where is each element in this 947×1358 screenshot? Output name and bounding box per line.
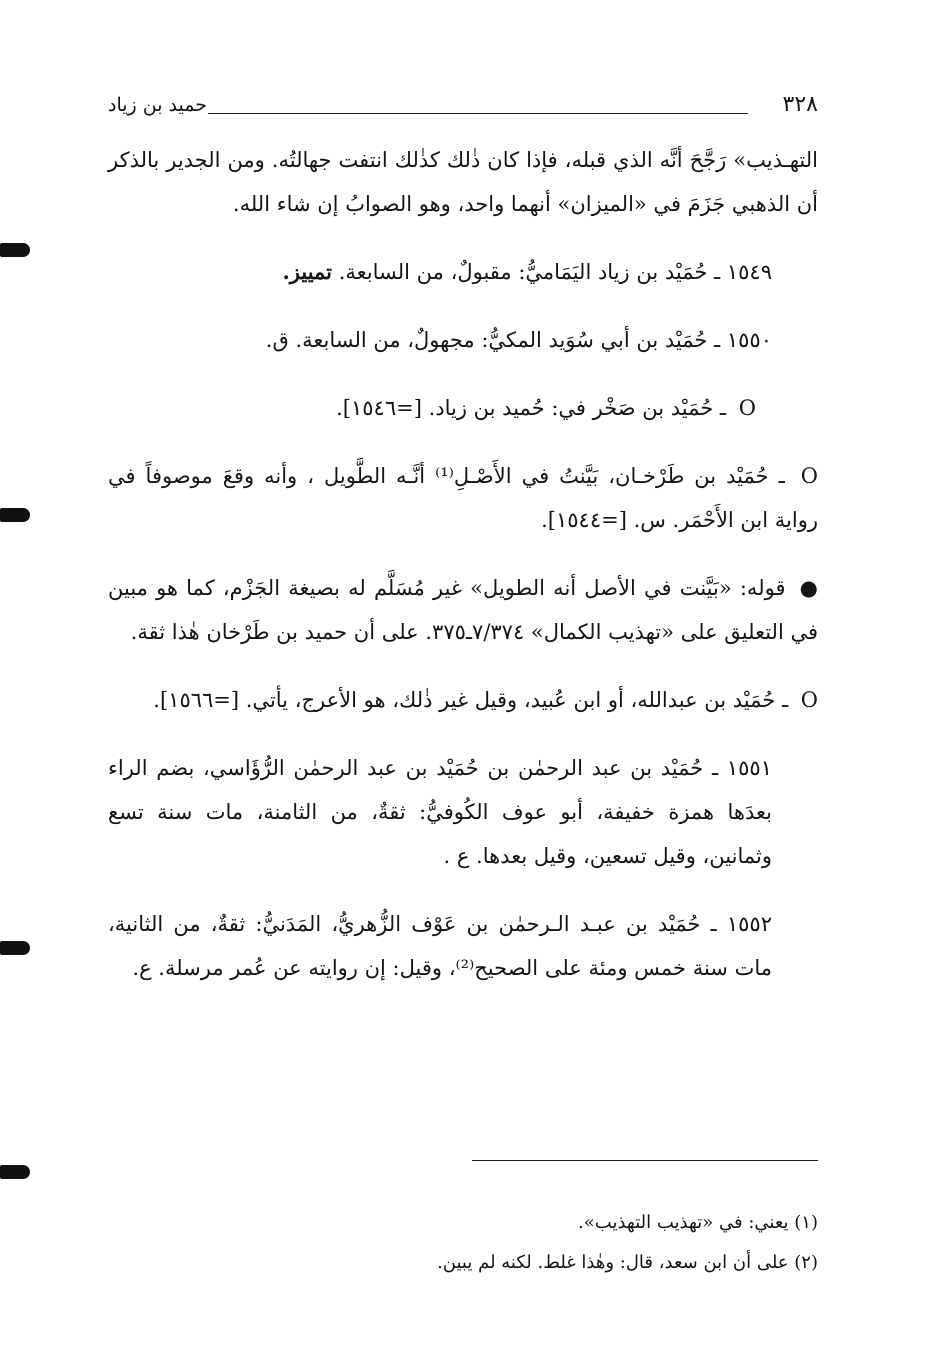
footnotes [108,1203,818,1283]
cross-reference-3 [108,678,818,722]
cross-reference-1 [108,386,818,430]
entry-1551: ١٥٥١ ـ حُمَيْد بن عبد الرحمٰن بن حُمَيْد بن عبد الرحمٰن الرُّؤَاسي، بضم الراء بعدَها همزة خفيفة، أبو عوف الكُوفيُّ: ثقةٌ، من الثامنة، مات سنة تسع وثمانين، وقيل تسعين، وقيل بعدها. ع . [108,756,772,868]
entry-1549 [108,250,818,294]
scan-edge-mark [0,508,30,522]
cross-reference-text: ـ حُمَيْد بن طَرْخـان، بَيَّنتُ في الأَصْـلِ⁽¹⁾ أنَّـه الطَّويل ، وأنه وقعَ موصوفاً في رواية ابن الأَحْمَر. س. [=١٥٤٤]. [108,464,818,532]
footnote-2: (٢) على أن ابن سعد، قال: وهٰذا غلط. لكنه لم يبين. [437,1252,818,1273]
circle-marker-icon: O [800,464,818,488]
running-title: حميد بن زياد [108,94,207,116]
circle-marker-icon: O [738,396,756,420]
cross-reference-2 [108,454,818,542]
footnote-1: (١) يعني: في «تهذيب التهذيب». [578,1212,818,1233]
entry-text: ١٥٤٩ ـ حُمَيْد بن زياد اليَمَاميُّ: مقبولٌ، من السابعة. [338,260,772,284]
scan-edge-mark [0,941,30,955]
entry-1552: ١٥٥٢ ـ حُمَيْد بن عبـد الـرحمٰن بن عَوْف الزُّهريُّ، المَدَنيُّ: ثقةٌ، من الثانية، مات سنة خمس ومئة على الصحيح⁽²⁾، وقيل: إن روايته عن عُمر مرسلة. ع. [108,912,772,980]
cross-reference-text: ـ حُمَيْد بن صَخْر في: حُميد بن زياد. [=١٥٤٦]. [336,396,727,420]
circle-marker-icon: O [800,688,818,712]
bullet-dot-icon: ● [799,576,818,600]
continuation-paragraph: التهـذيب» رَجَّحَ أنَّه الذي قبله، فإذا كان ذٰلك كذٰلك انتفت جهالتُه. ومن الجدير بالذكر أن الذهبي جَزَمَ في «الميزان» أنهما واحد، وهو الصوابُ إن شاء الله. [108,148,818,216]
entry-tag: تمييز. [282,259,333,284]
page-header [108,92,818,126]
commentary-note [108,566,818,654]
main-text [108,138,818,1014]
entry-1550: ١٥٥٠ ـ حُمَيْد بن أبي سُوَيد المكيُّ: مجهولٌ، من السابعة. ق. [265,328,772,352]
scan-edge-mark [0,1165,30,1179]
commentary-text: قوله: «بَيَّنت في الأصل أنه الطويل» غير مُسَلَّم له بصيغة الجَزْم، كما هو مبين في التعليق على «تهذيب الكمال» ٧/٣٧٤ـ٣٧٥. على أن حميد بن طَرْخان هٰذا ثقة. [108,576,818,644]
footnote-separator [472,1160,818,1161]
header-rule [208,113,748,114]
cross-reference-text: ـ حُمَيْد بن عبدالله، أو ابن عُبيد، وقيل غير ذٰلك، هو الأعرج، يأتي. [=١٥٦٦]. [153,688,789,712]
scan-edge-mark [0,243,30,257]
page-number: ٣٢٨ [782,92,818,117]
